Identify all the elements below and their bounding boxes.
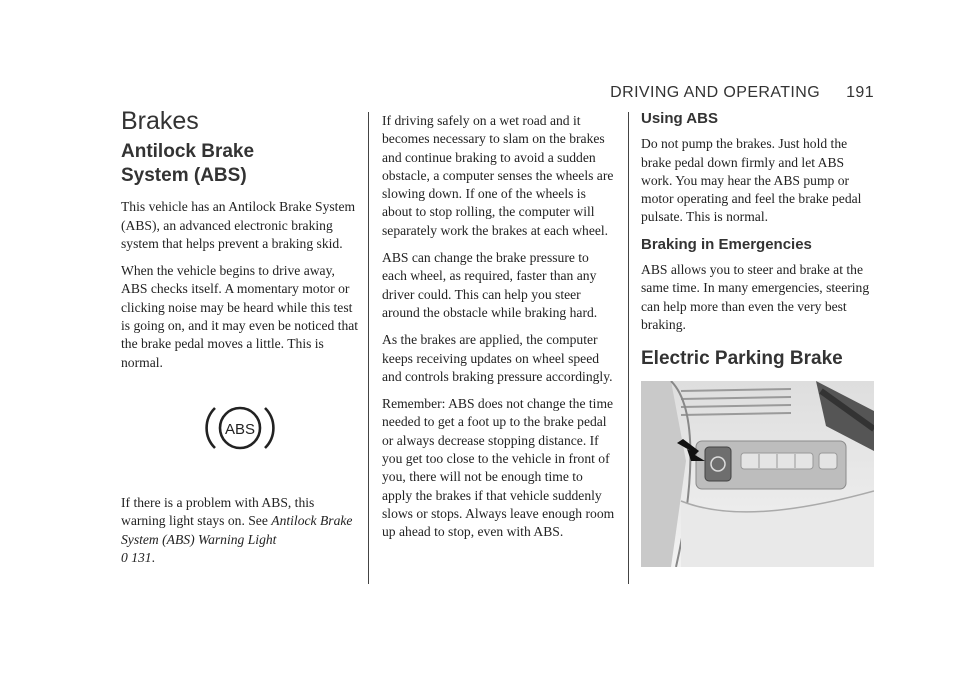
paragraph-warning xyxy=(121,494,359,567)
column-2 xyxy=(382,112,616,551)
column-3 xyxy=(641,108,877,567)
heading-electric-parking-brake: Electric Parking Brake xyxy=(641,348,843,370)
parking-brake-photo xyxy=(641,381,874,567)
subsection-title-line2: System (ABS) xyxy=(121,165,247,187)
abs-warning-light-icon xyxy=(121,400,359,460)
header-section-title: DRIVING AND OPERATING xyxy=(610,84,821,101)
column-divider-1 xyxy=(368,112,369,584)
subsection-title xyxy=(121,140,359,188)
paragraph: ABS allows you to steer and brake at the same time. In many emergencies, steering can help more than even the very best braking. xyxy=(641,262,870,332)
heading-braking-in-emergencies: Braking in Emergencies xyxy=(641,235,812,253)
paragraph-end: . xyxy=(151,549,155,565)
page-header xyxy=(610,84,874,102)
parking-brake-illustration xyxy=(641,381,874,567)
column-divider-2 xyxy=(628,112,629,584)
column-1 xyxy=(121,108,359,576)
paragraph: ABS can change the brake pressure to each wheel, as required, faster than any driver could. This can help you steer around the obstacle while braking hard. xyxy=(382,250,598,320)
abs-icon xyxy=(203,400,277,456)
section-title: Brakes xyxy=(121,107,199,135)
paragraph: This vehicle has an Antilock Brake System (ABS), an advanced electronic braking system that helps prevent a braking skid. xyxy=(121,199,356,251)
cross-reference-page[interactable]: 0 131 xyxy=(121,549,152,565)
subsection-title-line1: Antilock Brake xyxy=(121,141,255,163)
paragraph: Remember: ABS does not change the time needed to get a foot up to the brake pedal or always decrease stopping distance. If you get too close to the vehicle in front of you, there will not be enough time to apply the brakes if that vehicle suddenly slows or stops. Always leave enough room up ahead to stop, even with ABS. xyxy=(382,396,615,540)
paragraph: As the brakes are applied, the computer keeps receiving updates on wheel speed and controls braking pressure accordingly. xyxy=(382,332,613,384)
cross-reference-link[interactable]: Antilock Brake System (ABS) Warning Light xyxy=(121,513,353,547)
page-number: 191 xyxy=(846,84,874,101)
paragraph: Do not pump the brakes. Just hold the brake pedal down firmly and let ABS work. You may hear the ABS pump or motor operating and feel the brake pedal pulsate. This is normal. xyxy=(641,136,862,225)
abs-icon-text: ABS xyxy=(224,420,256,438)
paragraph: When the vehicle begins to drive away, ABS checks itself. A momentary motor or clicking noise may be heard while this test is going on, and it may even be noticed that the brake pedal moves a little. This is normal. xyxy=(121,263,359,370)
paragraph-text: If there is a problem with ABS, this warning light stays on. See xyxy=(121,494,315,529)
heading-using-abs: Using ABS xyxy=(641,110,718,127)
paragraph: If driving safely on a wet road and it becomes necessary to slam on the brakes and continue braking to avoid a sudden obstacle, a computer senses the wheels are slowing down. If one of the wheels is about to stop rolling, the computer will separately work the brakes at each wheel. xyxy=(382,113,614,238)
